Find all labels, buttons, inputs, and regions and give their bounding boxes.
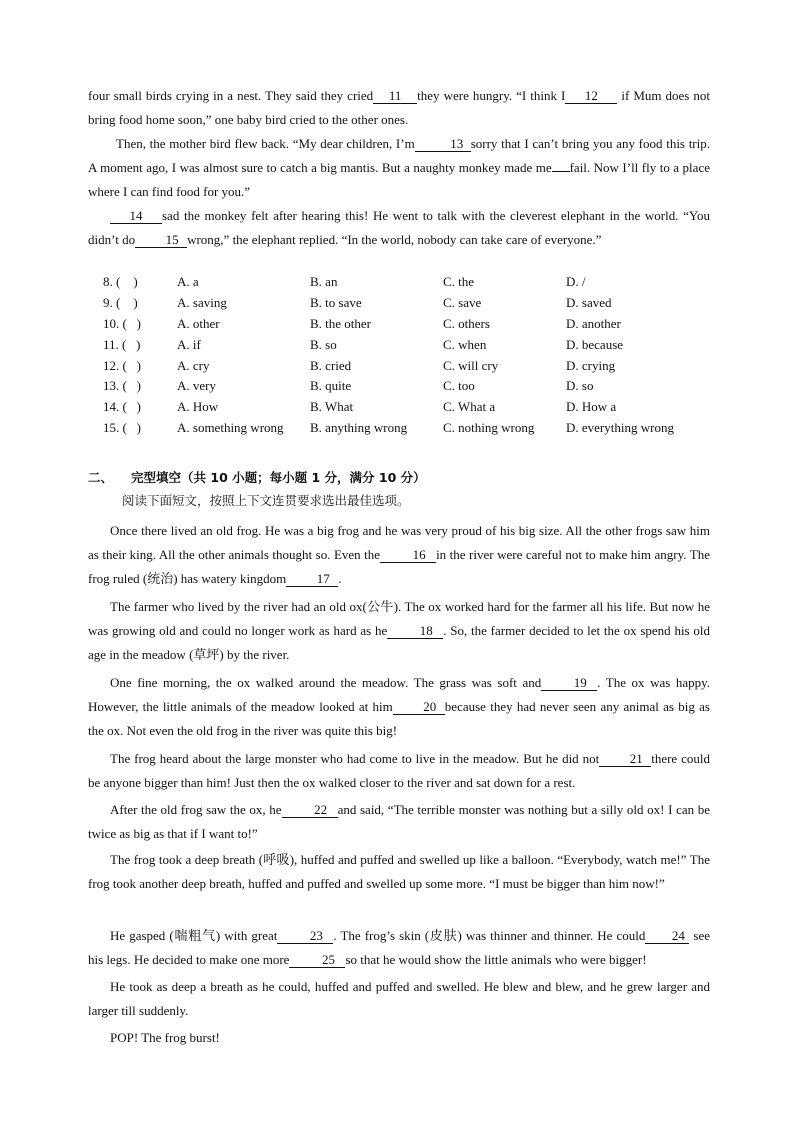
section-instruction: 阅读下面短文，按照上下文连贯要求选出最佳选项。: [122, 493, 410, 508]
passage2-paragraph-8: He took as deep a breath as he could, huffed and puffed and swelled. He blew and blew, and he grew larger and larger till suddenly.: [88, 979, 710, 1018]
question-number: 12. ( ): [103, 357, 141, 373]
option-a: A. very: [177, 378, 216, 394]
option-row: [103, 334, 706, 355]
option-b: B. to save: [310, 295, 362, 311]
blank-11: 11: [373, 88, 417, 104]
option-b: B. anything wrong: [310, 419, 408, 435]
section-heading: 二、 完型填空（共 10 小题；每小题 1 分，满分 10 分）: [88, 470, 426, 485]
passage2-paragraph-2: The farmer who lived by the river had an old ox(公牛). The ox worked hard for the farmer all his life. But now he was growing old and could no longer work as hard as he 18 . So, the farmer decided to let the ox spend his old age in the meadow (草坪) by the river.: [88, 599, 710, 662]
option-c: C. save: [443, 295, 482, 311]
passage2-paragraph-7: He gasped (喘粗气) with great 23 . The frog’s skin (皮肤) was thinner and thinner. He could 24 see his legs. He decided to make one more 25 so that he would show the little animals who were bigger!: [88, 928, 710, 967]
blank-15: 15: [135, 232, 187, 248]
option-c: C. when: [443, 336, 487, 352]
option-a: A. saving: [177, 295, 227, 311]
passage2-paragraph-4: The frog heard about the large monster who had come to live in the meadow. But he did not 21 there could be anyone bigger than him! Just then the ox walked closer to the river and sat down for a rest.: [88, 751, 710, 790]
option-row: [103, 355, 706, 376]
blank-25: 25: [289, 952, 345, 968]
blank-12: 12: [565, 88, 617, 104]
passage2-paragraph-1: Once there lived an old frog. He was a big frog and he was very proud of his big size. All the other frogs saw him as their king. All the other animals thought so. Even the 16 in the river were careful not to make him angry. The frog ruled (统治) has watery kingdom 17 .: [88, 523, 711, 586]
option-a: A. a: [177, 274, 199, 290]
passage1-paragraph-3: 14 sad the monkey felt after hearing this! He went to talk with the cleverest elephant in the world. “You didn’t do 15 wrong,” the elephant replied. “In the world, nobody can take care of everyone.”: [88, 208, 710, 247]
option-b: B. the other: [310, 315, 372, 331]
blank-19: 19: [541, 675, 597, 691]
option-d: D. because: [566, 336, 624, 352]
blank-21: 21: [599, 751, 651, 767]
option-b: B. quite: [310, 378, 352, 394]
option-b: B. What: [310, 399, 354, 415]
blank-16: 16: [380, 547, 436, 563]
option-d: D. /: [566, 274, 586, 290]
passage2-paragraph-9: POP! The frog burst!: [110, 1030, 220, 1045]
option-a: A. if: [177, 336, 201, 352]
option-b: B. cried: [310, 357, 352, 373]
passage1-paragraph-2: Then, the mother bird flew back. “My dear children, I’m 13 sorry that I can’t bring you any food this trip. A moment ago, I was almost sure to catch a big mantis. But a naughty monkey made me fail. Now I’ll fly to a place where I can find food for you.”: [88, 136, 710, 199]
blank-22: 22: [282, 802, 338, 818]
passage2-paragraph-5: After the old frog saw the ox, he 22 and said, “The terrible monster was nothing but a silly old ox! I can be twice as big as that if I want to!”: [88, 802, 711, 841]
option-d: D. crying: [566, 357, 616, 373]
blank-20: 20: [393, 699, 445, 715]
blank-13: 13: [415, 136, 471, 152]
option-c: C. others: [443, 315, 490, 331]
blank-24: 24: [645, 928, 689, 944]
option-d: D. so: [566, 378, 594, 394]
question-number: 10. ( ): [103, 315, 141, 331]
blank-18: 18: [387, 623, 443, 639]
blank-unnumbered: [552, 171, 570, 172]
option-row: [103, 272, 706, 293]
option-d: D. saved: [566, 295, 612, 311]
question-number: 11. ( ): [103, 336, 141, 352]
blank-17: 17: [286, 571, 338, 587]
question-number: 9. ( ): [103, 295, 138, 311]
option-a: A. other: [177, 315, 220, 331]
option-c: C. too: [443, 378, 475, 394]
option-row: [103, 293, 706, 314]
option-d: D. another: [566, 315, 621, 331]
option-b: B. so: [310, 336, 337, 352]
option-a: A. something wrong: [177, 419, 284, 435]
option-row: [103, 376, 706, 397]
answer-options-table: [103, 272, 706, 438]
option-c: C. the: [443, 274, 475, 290]
option-a: A. cry: [177, 357, 210, 373]
option-b: B. an: [310, 274, 338, 290]
option-c: C. nothing wrong: [443, 419, 535, 435]
option-row: [103, 314, 706, 335]
option-d: D. How a: [566, 399, 617, 415]
option-c: C. What a: [443, 399, 496, 415]
option-row: [103, 418, 706, 439]
question-number: 8. ( ): [103, 274, 138, 290]
passage2-paragraph-3: One fine morning, the ox walked around the meadow. The grass was soft and 19 . The ox was happy. However, the little animals of the meadow looked at him 20 because they had never seen any animal as big as the ox. Not even the old frog in the river was quite this big!: [88, 675, 710, 738]
question-number: 13. ( ): [103, 378, 141, 394]
option-a: A. How: [177, 399, 219, 415]
blank-14: 14: [110, 208, 162, 224]
question-number: 14. ( ): [103, 399, 141, 415]
passage2-paragraph-6: The frog took a deep breath (呼吸), huffed and puffed and swelled up like a balloon. “Everybody, watch me!” The frog took another deep breath, huffed and puffed and swelled up some more. “I must be bigger than him now!”: [88, 852, 710, 891]
option-row: [103, 397, 706, 418]
option-c: C. will cry: [443, 357, 499, 373]
blank-23: 23: [277, 928, 333, 944]
question-number: 15. ( ): [103, 419, 141, 435]
passage1-paragraph-1: four small birds crying in a nest. They said they cried 11 they were hungry. “I think I 12 if Mum does not bring food home soon,” one baby bird cried to the other ones.: [88, 88, 711, 127]
option-d: D. everything wrong: [566, 419, 674, 435]
